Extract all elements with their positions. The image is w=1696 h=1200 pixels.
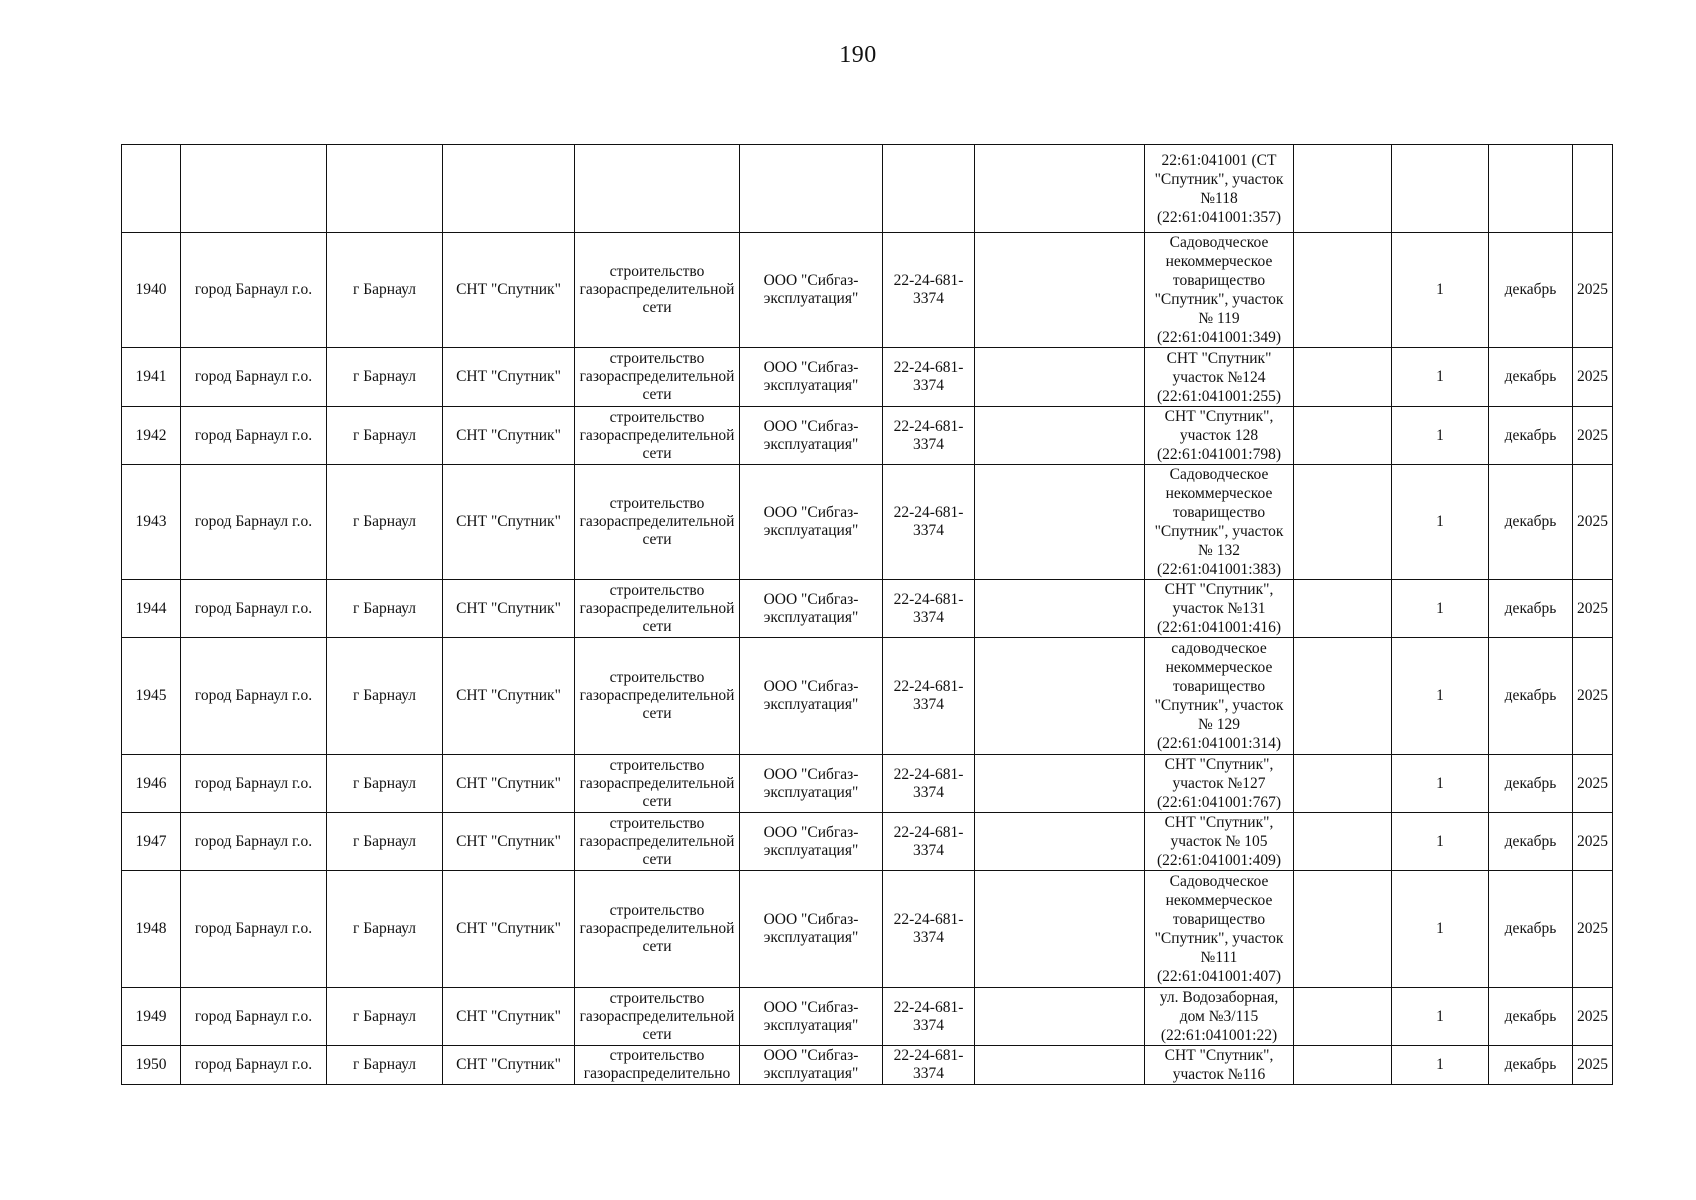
cell-quantity: 1 xyxy=(1392,871,1489,988)
cell-quantity: 1 xyxy=(1392,638,1489,755)
cell-lot-description: СНТ "Спутник", участок 128 (22:61:041001:798) xyxy=(1145,407,1294,465)
cell-lot-description: СНТ "Спутник", участок №131 (22:61:041001:416) xyxy=(1145,580,1294,638)
cell-year: 2025 xyxy=(1573,813,1613,871)
cell-code: 22-24-681-3374 xyxy=(883,638,975,755)
cell-locality: СНТ "Спутник" xyxy=(443,580,575,638)
cell-note xyxy=(1294,465,1392,580)
cell-quantity: 1 xyxy=(1392,348,1489,407)
cell-locality: СНТ "Спутник" xyxy=(443,465,575,580)
cell-settlement: г Барнаул xyxy=(327,465,443,580)
cell-district: город Барнаул г.о. xyxy=(181,988,327,1046)
cell-year: 2025 xyxy=(1573,407,1613,465)
cell-code xyxy=(883,145,975,233)
cell-organization: ООО "Сибгаз-эксплуатация" xyxy=(740,407,883,465)
cell-year: 2025 xyxy=(1573,348,1613,407)
cell-month xyxy=(1489,145,1573,233)
cell-district: город Барнаул г.о. xyxy=(181,348,327,407)
cell-year: 2025 xyxy=(1573,1046,1613,1085)
cell-settlement: г Барнаул xyxy=(327,638,443,755)
cell-organization: ООО "Сибгаз-эксплуатация" xyxy=(740,580,883,638)
cell-settlement: г Барнаул xyxy=(327,348,443,407)
cell-month: декабрь xyxy=(1489,407,1573,465)
cell-year xyxy=(1573,145,1613,233)
cell-month: декабрь xyxy=(1489,755,1573,813)
table-row xyxy=(122,988,1613,1046)
cell-extra xyxy=(975,988,1145,1046)
cell-extra xyxy=(975,638,1145,755)
cell-quantity: 1 xyxy=(1392,755,1489,813)
cell-work-type: строительство газораспределительной сети xyxy=(575,988,740,1046)
cell-quantity: 1 xyxy=(1392,580,1489,638)
cell-district: город Барнаул г.о. xyxy=(181,638,327,755)
cell-extra xyxy=(975,871,1145,988)
cell-year: 2025 xyxy=(1573,233,1613,348)
cell-district: город Барнаул г.о. xyxy=(181,755,327,813)
cell-organization: ООО "Сибгаз-эксплуатация" xyxy=(740,988,883,1046)
cell-num: 1948 xyxy=(122,871,181,988)
cell-district: город Барнаул г.о. xyxy=(181,813,327,871)
registry-table xyxy=(121,144,1613,1085)
cell-organization: ООО "Сибгаз-эксплуатация" xyxy=(740,465,883,580)
cell-organization: ООО "Сибгаз-эксплуатация" xyxy=(740,638,883,755)
cell-code: 22-24-681-3374 xyxy=(883,871,975,988)
cell-note xyxy=(1294,871,1392,988)
cell-code: 22-24-681-3374 xyxy=(883,407,975,465)
cell-num: 1943 xyxy=(122,465,181,580)
cell-num: 1949 xyxy=(122,988,181,1046)
cell-quantity: 1 xyxy=(1392,407,1489,465)
cell-locality: СНТ "Спутник" xyxy=(443,755,575,813)
cell-lot-description: СНТ "Спутник", участок №127 (22:61:041001:767) xyxy=(1145,755,1294,813)
cell-quantity: 1 xyxy=(1392,813,1489,871)
table-row xyxy=(122,348,1613,407)
cell-quantity: 1 xyxy=(1392,465,1489,580)
table-row xyxy=(122,233,1613,348)
cell-district: город Барнаул г.о. xyxy=(181,233,327,348)
cell-district: город Барнаул г.о. xyxy=(181,580,327,638)
cell-quantity: 1 xyxy=(1392,233,1489,348)
cell-organization: ООО "Сибгаз-эксплуатация" xyxy=(740,348,883,407)
cell-code: 22-24-681-3374 xyxy=(883,988,975,1046)
cell-extra xyxy=(975,580,1145,638)
cell-settlement: г Барнаул xyxy=(327,580,443,638)
cell-work-type: строительство газораспределительной сети xyxy=(575,871,740,988)
table-row xyxy=(122,407,1613,465)
cell-note xyxy=(1294,145,1392,233)
cell-code: 22-24-681-3374 xyxy=(883,580,975,638)
cell-settlement: г Барнаул xyxy=(327,233,443,348)
cell-code: 22-24-681-3374 xyxy=(883,465,975,580)
cell-note xyxy=(1294,348,1392,407)
table-row xyxy=(122,638,1613,755)
cell-locality: СНТ "Спутник" xyxy=(443,813,575,871)
cell-month: декабрь xyxy=(1489,988,1573,1046)
cell-month: декабрь xyxy=(1489,348,1573,407)
cell-note xyxy=(1294,1046,1392,1085)
cell-work-type: строительство газораспределительной сети xyxy=(575,465,740,580)
cell-code: 22-24-681-3374 xyxy=(883,348,975,407)
cell-note xyxy=(1294,988,1392,1046)
table-row xyxy=(122,465,1613,580)
cell-quantity: 1 xyxy=(1392,988,1489,1046)
cell-locality: СНТ "Спутник" xyxy=(443,348,575,407)
cell-month: декабрь xyxy=(1489,233,1573,348)
cell-note xyxy=(1294,580,1392,638)
cell-note xyxy=(1294,813,1392,871)
cell-extra xyxy=(975,1046,1145,1085)
cell-locality: СНТ "Спутник" xyxy=(443,407,575,465)
cell-lot-description: СНТ "Спутник", участок № 105 (22:61:041001:409) xyxy=(1145,813,1294,871)
cell-district: город Барнаул г.о. xyxy=(181,871,327,988)
cell-num: 1944 xyxy=(122,580,181,638)
cell-year: 2025 xyxy=(1573,871,1613,988)
cell-extra xyxy=(975,465,1145,580)
cell-work-type: строительство газораспределительной сети xyxy=(575,638,740,755)
cell-note xyxy=(1294,233,1392,348)
cell-locality xyxy=(443,145,575,233)
cell-district: город Барнаул г.о. xyxy=(181,407,327,465)
cell-lot-description: Садоводческое некоммерческое товарищество "Спутник", участок № 119 (22:61:041001:349) xyxy=(1145,233,1294,348)
table-row xyxy=(122,871,1613,988)
cell-quantity xyxy=(1392,145,1489,233)
cell-organization xyxy=(740,145,883,233)
cell-district: город Барнаул г.о. xyxy=(181,1046,327,1085)
cell-num: 1945 xyxy=(122,638,181,755)
cell-code: 22-24-681-3374 xyxy=(883,233,975,348)
cell-month: декабрь xyxy=(1489,638,1573,755)
cell-settlement: г Барнаул xyxy=(327,407,443,465)
cell-extra xyxy=(975,813,1145,871)
cell-lot-description: Садоводческое некоммерческое товарищество "Спутник", участок №111 (22:61:041001:407) xyxy=(1145,871,1294,988)
cell-year: 2025 xyxy=(1573,638,1613,755)
cell-settlement: г Барнаул xyxy=(327,871,443,988)
cell-extra xyxy=(975,407,1145,465)
cell-quantity: 1 xyxy=(1392,1046,1489,1085)
cell-work-type: строительство газораспределительной сети xyxy=(575,348,740,407)
cell-lot-description: садоводческое некоммерческое товарищество "Спутник", участок № 129 (22:61:041001:314) xyxy=(1145,638,1294,755)
cell-note xyxy=(1294,638,1392,755)
cell-work-type: строительство газораспределительной сети xyxy=(575,580,740,638)
cell-num: 1950 xyxy=(122,1046,181,1085)
cell-num: 1942 xyxy=(122,407,181,465)
cell-locality: СНТ "Спутник" xyxy=(443,1046,575,1085)
cell-work-type: строительство газораспределительной сети xyxy=(575,813,740,871)
cell-code: 22-24-681-3374 xyxy=(883,755,975,813)
cell-lot-description: СНТ "Спутник" участок №124 (22:61:041001:255) xyxy=(1145,348,1294,407)
cell-lot-description: СНТ "Спутник", участок №116 xyxy=(1145,1046,1294,1085)
cell-extra xyxy=(975,233,1145,348)
cell-extra xyxy=(975,145,1145,233)
cell-code: 22-24-681-3374 xyxy=(883,813,975,871)
cell-organization: ООО "Сибгаз-эксплуатация" xyxy=(740,755,883,813)
cell-year: 2025 xyxy=(1573,465,1613,580)
cell-locality: СНТ "Спутник" xyxy=(443,638,575,755)
table-row xyxy=(122,580,1613,638)
cell-month: декабрь xyxy=(1489,871,1573,988)
cell-settlement: г Барнаул xyxy=(327,813,443,871)
cell-num: 1940 xyxy=(122,233,181,348)
cell-month: декабрь xyxy=(1489,465,1573,580)
table-body xyxy=(122,145,1613,1085)
table-row-continued xyxy=(122,145,1613,233)
cell-extra xyxy=(975,755,1145,813)
cell-num: 1947 xyxy=(122,813,181,871)
cell-locality: СНТ "Спутник" xyxy=(443,233,575,348)
cell-settlement xyxy=(327,145,443,233)
cell-year: 2025 xyxy=(1573,755,1613,813)
cell-organization: ООО "Сибгаз-эксплуатация" xyxy=(740,871,883,988)
cell-organization: ООО "Сибгаз-эксплуатация" xyxy=(740,813,883,871)
cell-month: декабрь xyxy=(1489,580,1573,638)
cell-lot-description: 22:61:041001 (СТ "Спутник", участок №118 (22:61:041001:357) xyxy=(1145,145,1294,233)
cell-num: 1946 xyxy=(122,755,181,813)
cell-month: декабрь xyxy=(1489,1046,1573,1085)
cell-num: 1941 xyxy=(122,348,181,407)
cell-year: 2025 xyxy=(1573,580,1613,638)
cell-settlement: г Барнаул xyxy=(327,988,443,1046)
cell-code: 22-24-681-3374 xyxy=(883,1046,975,1085)
cell-year: 2025 xyxy=(1573,988,1613,1046)
cell-month: декабрь xyxy=(1489,813,1573,871)
cell-work-type: строительство газораспределительной сети xyxy=(575,407,740,465)
cell-work-type: строительство газораспределительной сети xyxy=(575,755,740,813)
cell-work-type: строительство газораспределительно xyxy=(575,1046,740,1085)
table-row xyxy=(122,813,1613,871)
cell-work-type: строительство газораспределительной сети xyxy=(575,233,740,348)
cell-organization: ООО "Сибгаз-эксплуатация" xyxy=(740,233,883,348)
cell-settlement: г Барнаул xyxy=(327,755,443,813)
cell-locality: СНТ "Спутник" xyxy=(443,988,575,1046)
cell-district: город Барнаул г.о. xyxy=(181,465,327,580)
table-row xyxy=(122,1046,1613,1085)
page-number: 190 xyxy=(839,42,877,68)
cell-extra xyxy=(975,348,1145,407)
cell-note xyxy=(1294,407,1392,465)
cell-num xyxy=(122,145,181,233)
cell-settlement: г Барнаул xyxy=(327,1046,443,1085)
table-row xyxy=(122,755,1613,813)
cell-district xyxy=(181,145,327,233)
cell-work-type xyxy=(575,145,740,233)
cell-lot-description: Садоводческое некоммерческое товарищество "Спутник", участок № 132 (22:61:041001:383) xyxy=(1145,465,1294,580)
cell-note xyxy=(1294,755,1392,813)
cell-lot-description: ул. Водозаборная, дом №3/115 (22:61:041001:22) xyxy=(1145,988,1294,1046)
cell-locality: СНТ "Спутник" xyxy=(443,871,575,988)
cell-organization: ООО "Сибгаз-эксплуатация" xyxy=(740,1046,883,1085)
